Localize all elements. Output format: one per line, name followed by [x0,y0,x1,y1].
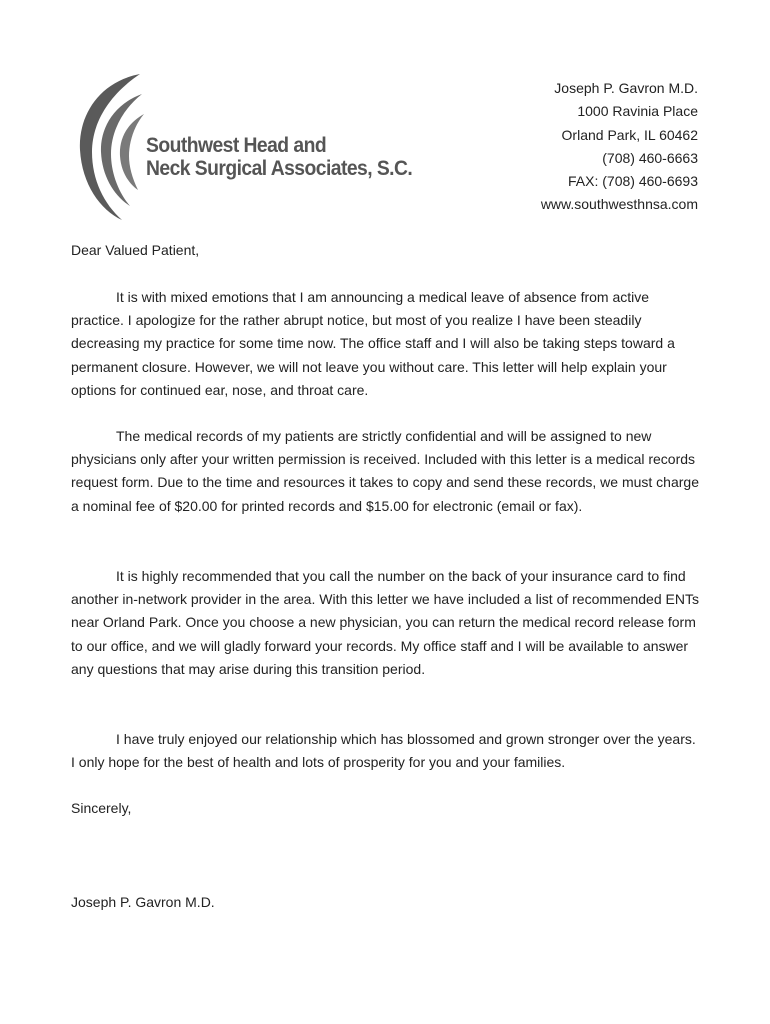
closing: Sincerely, [71,800,132,816]
paragraph-3: It is highly recommended that you call the number on the back of your insurance card to find another in-network provider in the area. With this letter we have included a list of recommended ENTs near Orland Park. Once you choose a new physician, you can return the medical record release form to our office, and we will gladly forward your records. My office staff and I will be available to answer any questions that may arise during this transition period. [71,568,699,677]
practice-logo [78,72,458,222]
sender-name: Joseph P. Gavron M.D. [554,80,698,96]
sender-city: Orland Park, IL 60462 [561,126,698,143]
logo-line-1: Southwest Head and [146,134,327,157]
signature-name: Joseph P. Gavron M.D. [71,894,215,910]
salutation: Dear Valued Patient, [71,242,200,258]
sender-phone: (708) 460-6663 [602,149,698,166]
paragraph-2: The medical records of my patients are strictly confidential and will be assigned to new physicians only after your written permission is received. Included with this letter is a medical records request form. Due to the time and resources it takes to copy and send these records, we must charge a nominal fee of $20.00 for printed records and $15.00 for electronic (email or fax). [71,428,699,514]
sender-street: 1000 Ravinia Place [577,103,698,120]
logo-wordmark [146,134,412,180]
paragraph-1: It is with mixed emotions that I am announcing a medical leave of absence from active practice. I apologize for the rather abrupt notice, but most of you realize I have been steadily decreasing my practice for some time now. The office staff and I will also be taking steps toward a permanent closure. However, we will not leave you without care. This letter will help explain your options for continued ear, nose, and throat care. [71,289,675,398]
sender-fax: FAX: (708) 460-6693 [568,173,698,190]
sender-website: www.southwesthnsa.com [540,196,698,213]
logo-line-2: Neck Surgical Associates, S.C. [146,157,413,180]
sender-address [541,77,698,217]
paragraph-4: I have truly enjoyed our relationship which has blossomed and grown stronger over the years. I only hope for the best of health and lots of prosperity for you and your families. [71,731,696,771]
